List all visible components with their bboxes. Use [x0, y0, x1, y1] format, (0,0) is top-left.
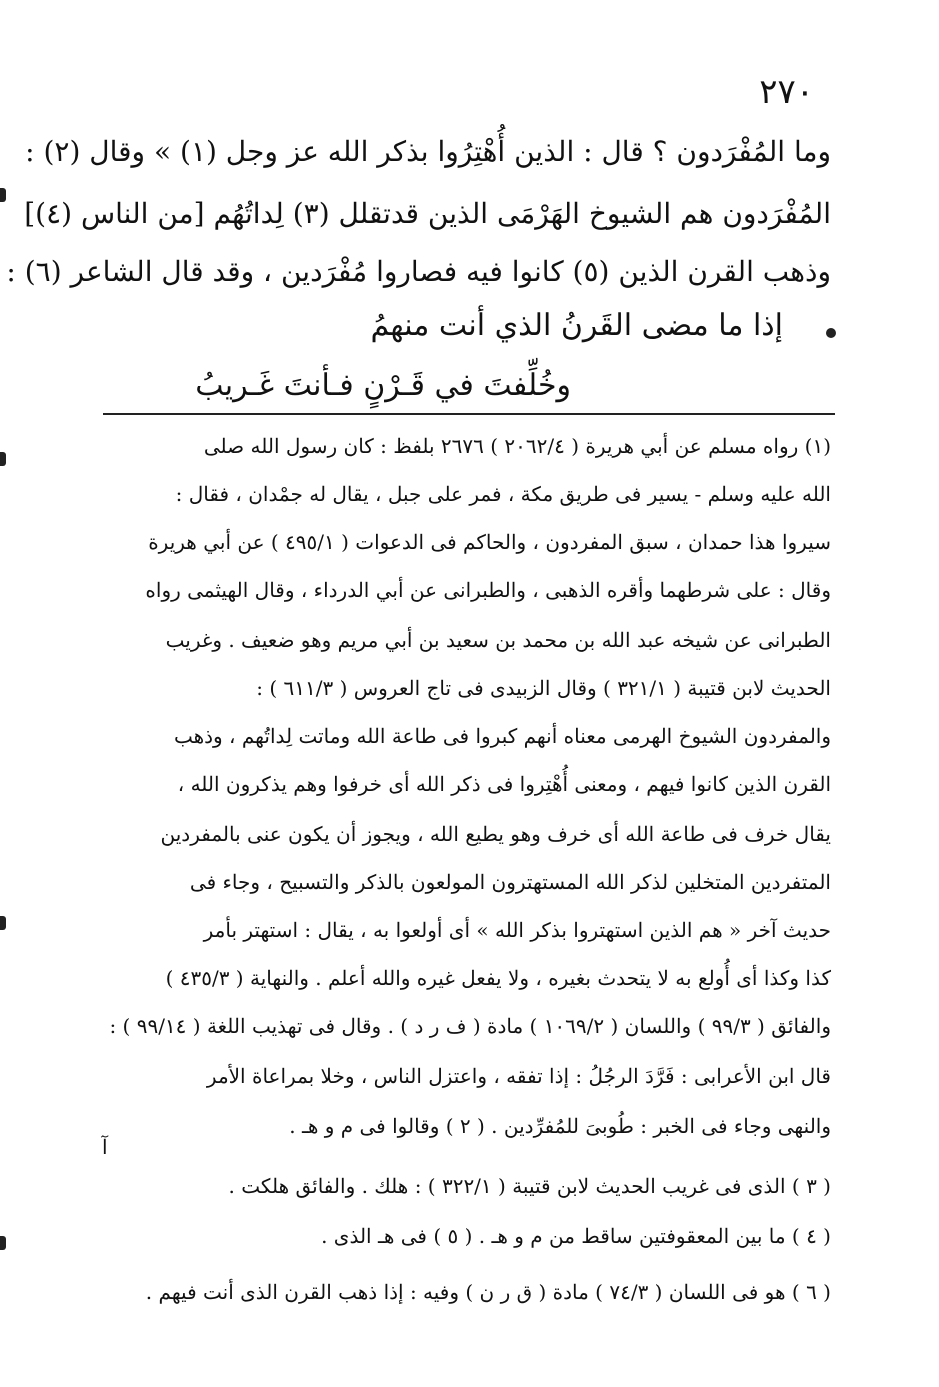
edge-mark [0, 916, 6, 930]
footnote-line: القرن الذين كانوا فيهم ، ومعنى أُهْتِروا فى ذكر الله أى خرفوا وهم يذكرون الله ، [177, 772, 831, 796]
edge-mark [0, 452, 6, 466]
footnote-line: ( ٣ ) الذى فى غريب الحديث لابن قتيبة ( ٣٢٢/١ ) : هلك . والفائق هلكت . [228, 1174, 831, 1198]
footnote-line: والنهى وجاء فى الخبر : طُوبىَ للمُفرِّدين . ( ٢ ) وقالوا فى م و هـ . [289, 1114, 831, 1138]
poem-line-2: وخُلِّفتَ في قَـرْنٍ فـأنتَ غَـريبُ [195, 368, 571, 403]
footnote-line: سيروا هذا حمدان ، سبق المفردون ، والحاكم فى الدعوات ( ٤٩٥/١ ) عن أبي هريرة [148, 530, 831, 554]
poem-line-1: إذا ما مضى القَرنُ الذي أنت منهمُ [370, 308, 783, 343]
footnote-divider [103, 413, 835, 415]
edge-mark [0, 188, 6, 202]
footnote-line: حديث آخر « هم الذين استهتروا بذكر الله » أى أولعوا به ، يقال : استهتر بأمر [203, 918, 831, 942]
footnote-line: ( ٤ ) ما بين المعقوفتين ساقط من م و هـ . ( ٥ ) فى هـ الذى . [321, 1224, 831, 1248]
footnote-line: قال ابن الأعرابى : فَرَّدَ الرجُلُ : إذا تفقه ، واعتزل الناس ، وخلا بمراعاة الأمر [206, 1064, 831, 1088]
footnote-line: والفائق ( ٩٩/٣ ) واللسان ( ١٠٦٩/٢ ) مادة ( ف ر د ) . وقال فى تهذيب اللغة ( ٩٩/١٤ ) : [109, 1014, 831, 1038]
footnote-line: الطبرانى عن شيخه عبد الله بن محمد بن سعيد بن أبي مريم وهو ضعيف . وغريب [165, 628, 831, 652]
margin-mark: آ [102, 1135, 108, 1159]
main-text-line-1: وما المُفْرَدون ؟ قال : الذين أُهْتِرُوا بذكر الله عز وجل (١) » وقال (٢) : [25, 135, 831, 168]
bullet-icon [826, 328, 836, 338]
footnote-line: الحديث لابن قتيبة ( ٣٢١/١ ) وقال الزبيدى فى تاج العروس ( ٦١١/٣ ) : [256, 676, 831, 700]
footnote-line: يقال خرف فى طاعة الله أى خرف وهو يطيع الله ، ويجوز أن يكون عنى بالمفردين [160, 822, 831, 846]
footnote-line: والمفردون الشيوخ الهرمى معناه أنهم كبروا فى طاعة الله وماتت لِداتُهم ، وذهب [173, 724, 831, 748]
footnote-line: كذا وكذا أى أُولع به لا يتحدث بغيره ، ولا يفعل غيره والله أعلم . والنهاية ( ٤٣٥/٣ ) [165, 966, 831, 990]
main-text-line-3: وذهب القرن الذين (٥) كانوا فيه فصاروا مُفْرَدين ، وقد قال الشاعر (٦) : [6, 255, 831, 288]
main-text-line-2: المُفْرَدون هم الشيوخ الهَرْمَى الذين قدتقلل (٣) لِداتُهُم [من الناس (٤)] [24, 197, 831, 230]
page-number: ٢٧٠ [759, 72, 814, 112]
edge-mark [0, 1236, 6, 1250]
footnote-line: وقال : على شرطهما وأقره الذهبى ، والطبرانى عن أبي الدرداء ، وقال الهيثمى رواه [145, 578, 831, 602]
footnote-line: الله عليه وسلم - يسير فى طريق مكة ، فمر على جبل ، يقال له جمْدان ، فقال : [175, 482, 831, 506]
footnote-line: (١) رواه مسلم عن أبي هريرة ( ٢٠٦٢/٤ ) ٢٦٧٦ بلفظ : كان رسول الله صلى [203, 434, 831, 458]
footnote-line: ( ٦ ) هو فى اللسان ( ٧٤/٣ ) مادة ( ق ر ن ) وفيه : إذا ذهب القرن الذى أنت فيهم . [145, 1280, 831, 1304]
footnote-line: المتفردين المتخلين لذكر الله المستهترون المولعون بالذكر والتسبيح ، وجاء فى [189, 870, 831, 894]
